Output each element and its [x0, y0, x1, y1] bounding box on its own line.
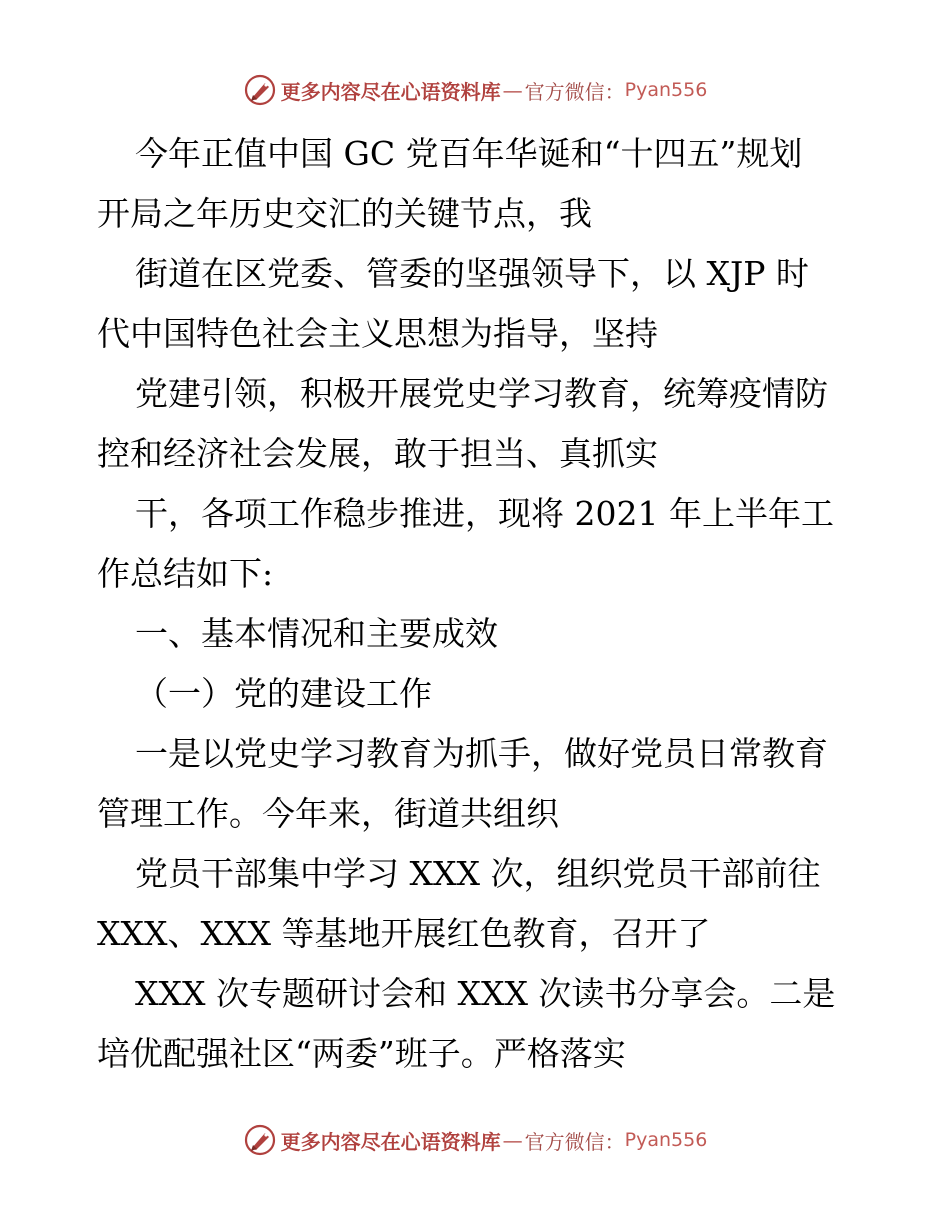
- text-line: 党建引领，积极开展党史学习教育，统筹疫情防: [135, 374, 828, 413]
- text-line: 代中国特色社会主义思想为指导，坚持: [97, 314, 658, 353]
- text-line: 一是以党史学习教育为抓手，做好党员日常教育: [135, 734, 828, 773]
- subsection-heading: （一）党的建设工作: [135, 674, 432, 713]
- banner-separator: —: [502, 78, 523, 102]
- site-name-text: 更多内容尽在心语资料库: [280, 79, 501, 104]
- text-line: 作总结如下:: [97, 554, 274, 593]
- site-name-text: 更多内容尽在心语资料库: [280, 1129, 501, 1154]
- wechat-id: Pyan556: [624, 79, 708, 101]
- banner-separator: —: [502, 1128, 523, 1152]
- text-line: 开局之年历史交汇的关键节点，我: [97, 194, 592, 233]
- wechat-id: Pyan556: [624, 1129, 708, 1151]
- body-text: [97, 124, 867, 1084]
- text-line: XXX 次专题研讨会和 XXX 次读书分享会。二是: [135, 974, 836, 1013]
- text-line: 街道在区党委、管委的坚强领导下，以 XJP 时: [135, 254, 809, 293]
- header-banner: [0, 70, 950, 110]
- footer-banner: [0, 1120, 950, 1160]
- section-heading: 一、基本情况和主要成效: [135, 614, 498, 653]
- text-line: 管理工作。今年来，街道共组织: [97, 794, 559, 833]
- wechat-label: 官方微信：: [524, 1129, 625, 1154]
- text-line: XXX、XXX 等基地开展红色教育，召开了: [97, 914, 711, 953]
- text-line: 控和经济社会发展，敢于担当、真抓实: [97, 434, 658, 473]
- text-line: 干，各项工作稳步推进，现将 2021 年上半年工: [135, 494, 834, 533]
- text-line: 培优配强社区“两委”班子。严格落实: [97, 1034, 626, 1073]
- wechat-label: 官方微信：: [524, 79, 625, 104]
- pen-nib-logo-icon: [243, 1123, 277, 1157]
- text-line: 今年正值中国 GC 党百年华诞和“十四五”规划: [135, 134, 803, 173]
- text-line: 党员干部集中学习 XXX 次，组织党员干部前往: [135, 854, 821, 893]
- pen-nib-logo-icon: [243, 73, 277, 107]
